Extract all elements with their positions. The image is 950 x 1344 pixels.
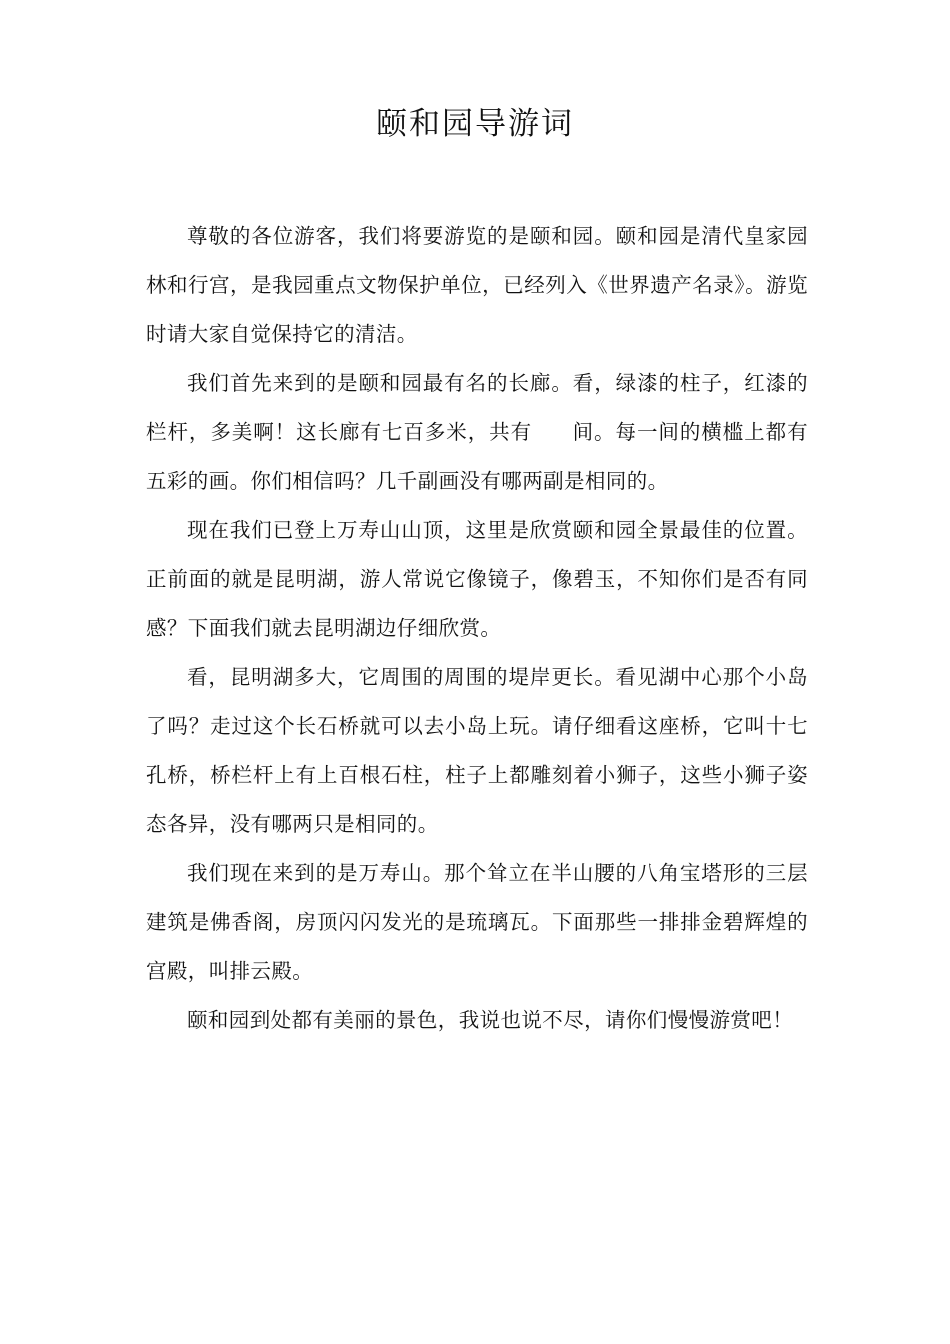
paragraph-long-corridor-part1: 我们首先来到的是颐和园最有名的长廊。看，绿漆的柱子，红漆的栏杆，多美啊！这长廊有七百多米，共有 bbox=[146, 371, 808, 444]
paragraph-longevity-hill-summit: 现在我们已登上万寿山山顶，这里是欣赏颐和园全景最佳的位置。正前面的就是昆明湖，游人常说它像镜子，像碧玉，不知你们是否有同感？下面我们就去昆明湖边仔细欣赏。 bbox=[146, 518, 808, 640]
paragraph-welcome: 尊敬的各位游客，我们将要游览的是颐和园。颐和园是清代皇家园林和行宫，是我园重点文物保护单位，已经列入《世界遗产名录》。游览时请大家自觉保持它的清洁。 bbox=[146, 224, 808, 346]
paragraph-kunming-lake: 看，昆明湖多大，它周围的周围的堤岸更长。看见湖中心那个小岛了吗？走过这个长石桥就可以去小岛上玩。请仔细看这座桥，它叫十七孔桥，桥栏杆上有上百根石柱，柱子上都雕刻着小狮子，这些小狮子姿态各异，没有哪两只是相同的。 bbox=[146, 665, 808, 836]
document-title: 颐和园导游词 bbox=[376, 106, 574, 142]
paragraph-longevity-hill: 我们现在来到的是万寿山。那个耸立在半山腰的八角宝塔形的三层建筑是佛香阁，房顶闪闪发光的是琉璃瓦。下面那些一排排金碧辉煌的宫殿，叫排云殿。 bbox=[146, 861, 808, 983]
paragraph-closing: 颐和园到处都有美丽的景色，我说也说不尽，请你们慢慢游赏吧！ bbox=[187, 1008, 794, 1032]
paragraph-long-corridor bbox=[146, 359, 808, 506]
document-body bbox=[146, 212, 808, 1045]
paragraph-long-corridor-part2: 间。每一间的横槛上都有五彩的画。你们相信吗？几千副画没有哪两副是相同的。 bbox=[146, 420, 808, 493]
